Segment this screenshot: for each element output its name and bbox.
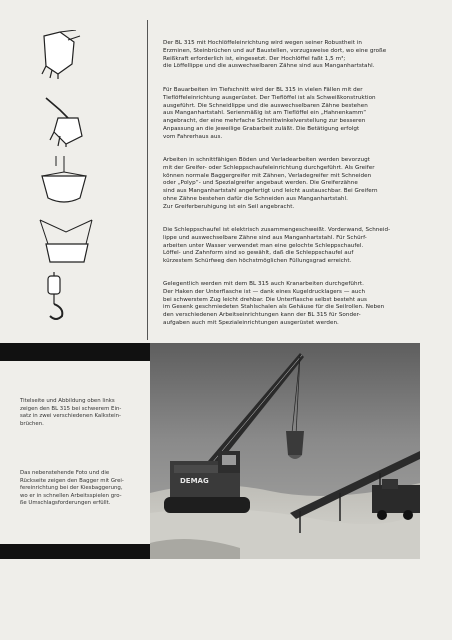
paragraph-shovel: Der BL 315 mit Hochlöffeleinrichtung wird wegen seiner Robustheit in Erzminen, Steinbrüchen und auf Baustellen, vorzugsweise dort, wo eine große Reißkraft erforderlich ist, eingesetzt. Der Hochlöffel faßt 1,5 m³; die Löffellippe und die auswechselbaren Zähne sind aus Manganhartstahl. [163,40,387,70]
caption-top: Titelseite und Abbildung oben links zeigen den BL 315 bei schwerem Ein- satz in zwei verschiedenen Kalkstein- brüchen. [20,398,122,427]
shovel-bucket-icon [38,30,82,80]
bottom-black-bar [0,544,150,559]
paragraph-dragline: Die Schleppschaufel ist elektrisch zusammengeschweißt. Vorderwand, Schneid- lippe und auswechselbare Zähne sind aus Manganhartstahl. Für Schürf- arbeiten unter Wasser verwendet man eine gelochte Schleppschaufel. Löffel- und Zahnform sind so gewählt, daß die Schleppschaufel auf kürzestem Schürfweg den höchstmöglichen Füllungsgrad erreicht. [163,227,391,265]
excavator-photo [150,343,420,559]
column-divider [147,20,148,340]
crane-hook-icon [42,272,70,322]
dragline-bucket-icon [38,214,96,266]
caption-bottom: Das nebenstehende Foto und die Rückseite zeigen den Bagger mit Grei- fereinrichtung bei der Kiesbaggerung, wo er in schnellen Arbeitsspielen gro- ße Umschlagsforderungen erfüllt. [20,470,124,507]
machine-label: DEMAG [180,477,209,485]
paragraph-grab: Arbeiten in schnittfähigen Böden und Verladearbeiten werden bevorzugt mit der Greifer- oder Schleppschaufeleinrichtung durchgeführt. Als Greifer können normale Baggergreifer mit Zähnen, Verladegreifer mit Schneiden oder „Polyp“- und Spezialgreifer angebaut werden. Die Greiferzähne sind aus Manganhartstahl angefertigt und leicht austauschbar. Bei Greifern ohne Zähne bestehen dafür die Schneiden aus Manganhartstahl. Zur Greiferberuhigung ist ein Seil angebracht. [163,157,378,210]
top-black-bar [0,343,150,361]
paragraph-crane: Gelegentlich werden mit dem BL 315 auch Kranarbeiten durchgeführt. Der Haken der Unterflasche ist — dank eines Kugeldrucklagers — auch bei schwerstem Zug leicht drehbar. Die Unterflasche selbst besteht aus im Gesenk geschmiedeten Stahlschalen als Gehäuse für die Seilrollen. Neben den verschiedenen Arbeitseinrichtungen kann der BL 315 für Sonder- aufgaben auch mit Spezialeinrichtungen ausgerüstet werden. [163,281,385,326]
grab-bucket-icon [36,156,92,206]
paragraph-backhoe: Für Bauarbeiten im Tiefschnitt wird der BL 315 in vielen Fällen mit der Tieflöffeleinrichtung ausgerüstet. Der Tieflöffel ist als Schweißkonstruktion ausgeführt. Die Schneidlippe und die auswechselbaren Zähne bestehen aus Manganhartstahl. Serienmäßig ist am Tieflöffel ein „Hahnenkamm“ angebracht, der eine mehrfache Schnittwinkelverstellung zur besseren Anpassung an die jeweilige Grabarbeit zuläßt. Die Betätigung erfolgt vom Fahrerhaus aus. [163,87,376,140]
backhoe-bucket-icon [40,96,86,148]
